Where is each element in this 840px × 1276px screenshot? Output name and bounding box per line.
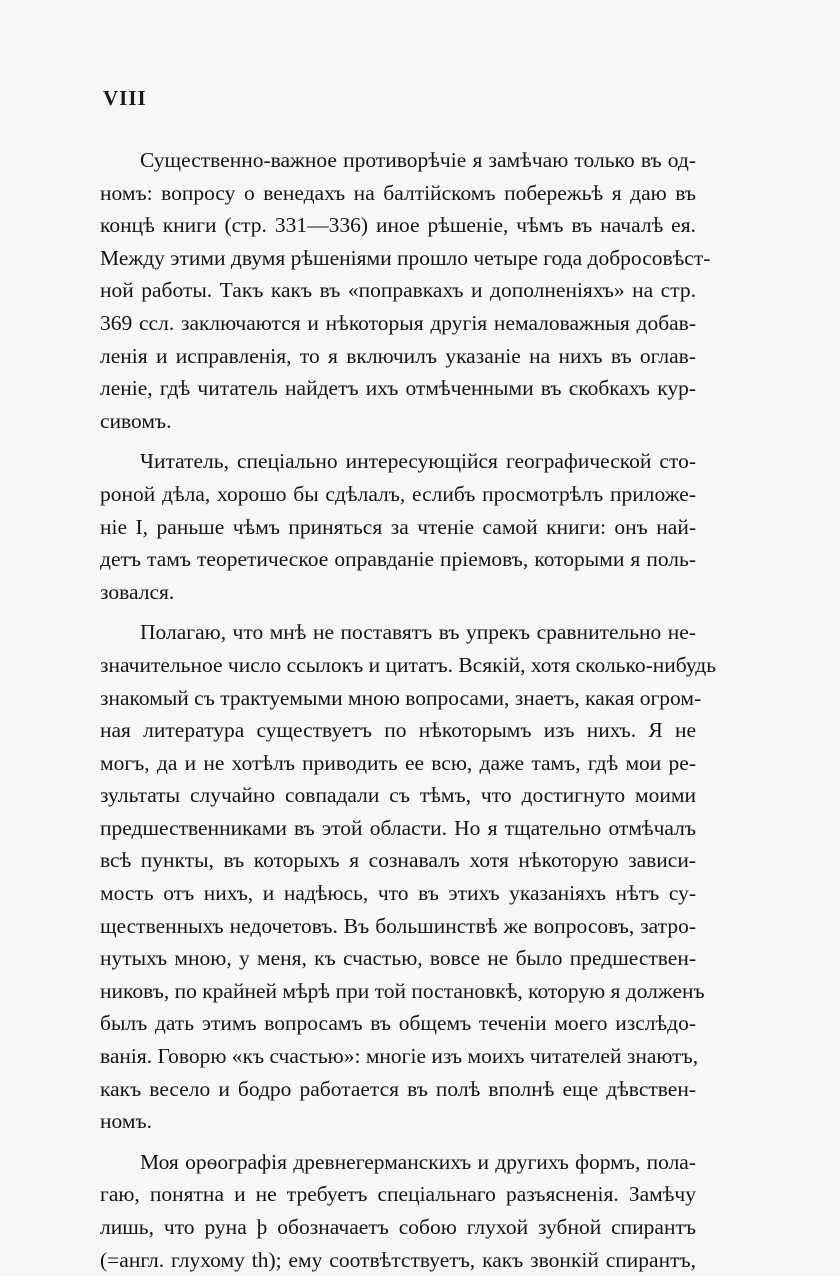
text-line: лишь, что руна þ обозначаетъ собою глухой зубной спирантъ xyxy=(100,1215,696,1239)
paragraph-3 xyxy=(100,616,717,1138)
text-line: номъ. xyxy=(100,1109,152,1134)
paragraph-4 xyxy=(100,1146,696,1276)
text-line: номъ: вопросу о венедахъ на балтійскомъ побережьѣ я даю въ xyxy=(100,180,696,205)
text-line: леніе, гдѣ читатель найдетъ ихъ отмѣченными въ скобкахъ кур- xyxy=(100,376,696,401)
text-line: Моя орѳографія древнегерманскихъ и другихъ формъ, пола- xyxy=(140,1149,696,1174)
text-line: роной дѣла, хорошо бы сдѣлалъ, еслибъ просмотрѣлъ приложе- xyxy=(100,481,696,506)
text-line: ной работы. Такъ какъ въ «поправкахъ и дополненіяхъ» на стр. xyxy=(100,278,696,303)
text-line: всѣ пункты, въ которыхъ я сознавалъ хотя нѣкоторую зависи- xyxy=(100,848,696,873)
text-line: значительное число ссылокъ и цитатъ. Всякій, хотя сколько-нибудь xyxy=(100,652,717,677)
text-line: концѣ книги (стр. 331—336) иное рѣшеніе, чѣмъ въ началѣ ея. xyxy=(100,213,696,238)
text-line: ніе I, раньше чѣмъ приняться за чтеніе самой книги: онъ най- xyxy=(100,514,696,539)
text-line: сивомъ. xyxy=(100,408,172,433)
text-line: былъ дать этимъ вопросамъ въ общемъ теченіи моего изслѣдо- xyxy=(100,1011,696,1036)
text-line: 369 сcл. заключаются и нѣкоторыя другія немаловажныя добав- xyxy=(100,310,696,335)
text-line: зовался. xyxy=(100,579,175,604)
text-line: Полагаю, что мнѣ не поставятъ въ упрекъ сравнительно не- xyxy=(140,620,696,645)
text-line: могъ, да и не хотѣлъ приводить ее всю, даже тамъ, гдѣ мои ре- xyxy=(100,750,696,775)
text-line: Читатель, спеціально интересующійся географической сто- xyxy=(140,449,696,474)
text-line: какъ весело и бодро работается въ полѣ вполнѣ еще дѣвствен- xyxy=(100,1076,696,1101)
text-line: детъ тамъ теоретическое оправданіе пріемовъ, которыми я поль- xyxy=(100,547,696,572)
text-line: мость отъ нихъ, и надѣюсь, что въ этихъ указаніяхъ нѣтъ су- xyxy=(100,881,696,906)
text-line: (=англ. глухому th); ему соотвѣтствуетъ, какъ звонкій спирантъ, xyxy=(100,1247,696,1272)
paragraph-1 xyxy=(100,144,711,437)
text-line: гаю, понятна и не требуетъ спеціальнаго разъясненія. Замѣчу xyxy=(100,1182,696,1207)
text-line: зультаты случайно совпадали съ тѣмъ, что достигнуто моими xyxy=(100,783,696,808)
text-line: щественныхъ недочетовъ. Въ большинствѣ же вопросовъ, затро- xyxy=(100,913,696,938)
text-line: никовъ, по крайней мѣрѣ при той постановкѣ, которую я долженъ xyxy=(100,978,705,1003)
text-line: нутыхъ мною, у меня, къ счастью, вовсе не было предшествен- xyxy=(100,946,696,971)
body-text xyxy=(100,144,717,1276)
text-line: ная литература существуетъ по нѣкоторымъ изъ нихъ. Я не xyxy=(100,718,696,743)
text-line: ванія. Говорю «къ счастью»: многіе изъ моихъ читателей знаютъ, xyxy=(100,1044,699,1069)
paragraph-2 xyxy=(100,445,696,608)
text-line: предшественниками въ этой области. Но я тщательно отмѣчалъ xyxy=(100,815,696,840)
text-line: ленія и исправленія, то я включилъ указаніе на нихъ въ оглав- xyxy=(100,343,696,368)
text-line: Между этими двумя рѣшеніями прошло четыре года добросовѣст- xyxy=(100,245,711,270)
text-line: Существенно-важное противорѣчіе я замѣчаю только въ од- xyxy=(140,148,696,172)
text-line: знакомый съ трактуемыми мною вопросами, знаетъ, какая огром- xyxy=(100,685,702,710)
page-number: VIII xyxy=(103,86,147,110)
